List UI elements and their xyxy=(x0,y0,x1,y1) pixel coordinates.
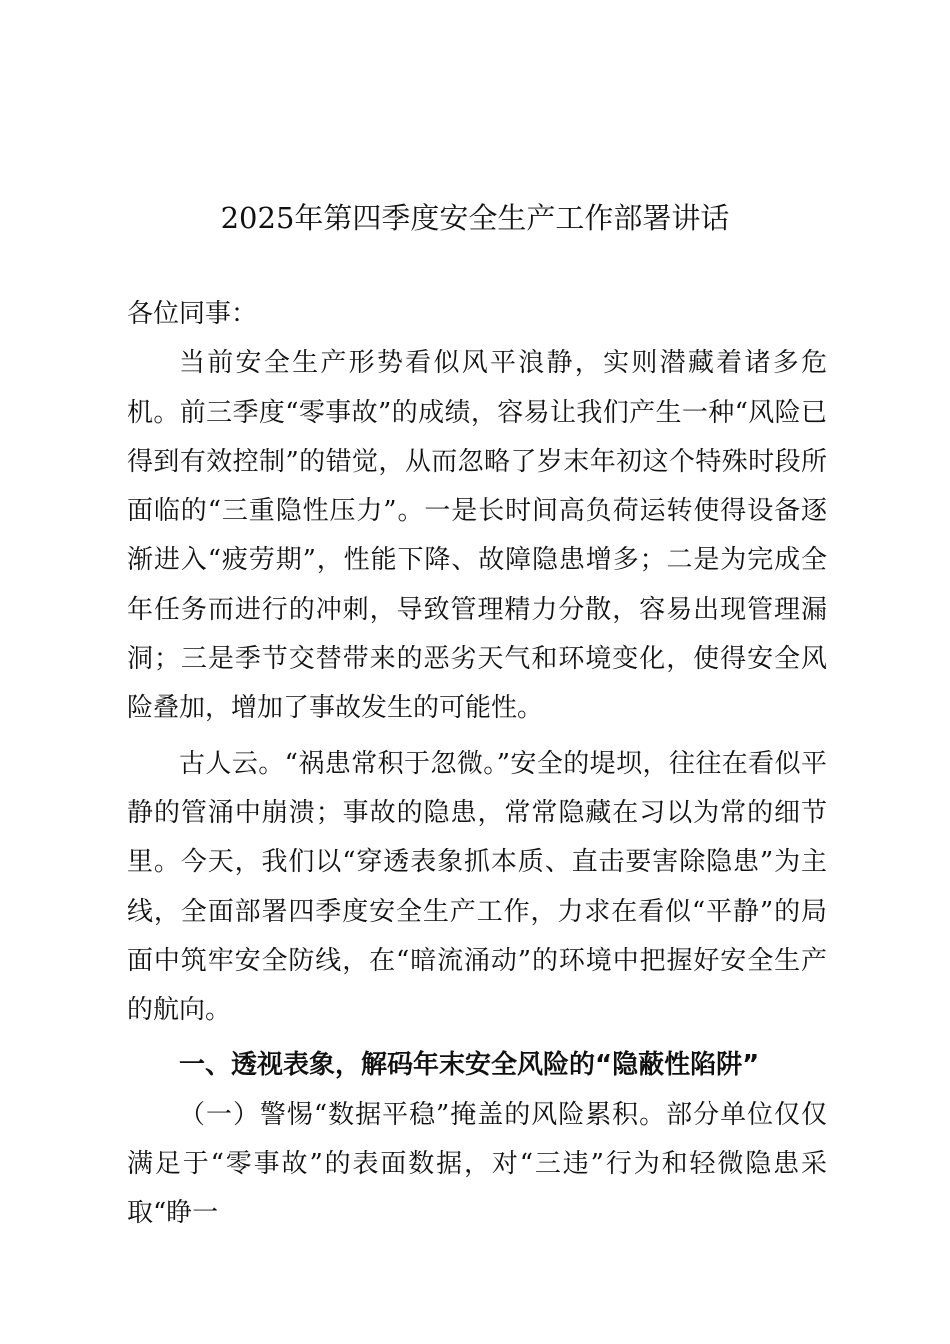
document-body xyxy=(127,290,827,1239)
document-title: 2025年第四季度安全生产工作部署讲话 xyxy=(220,201,730,235)
paragraph-quote: 古人云。“祸患常积于忽微。”安全的堤坝，往往在看似平静的管涌中崩溃；事故的隐患，常常隐藏在习以为常的细节里。今天，我们以“穿透表象抓本质、直击要害除隐患”为主线，全面部署四季度安全生产工作，力求在看似“平静”的局面中筑牢安全防线，在“暗流涌动”的环境中把握好安全生产的航向。 xyxy=(127,748,827,1026)
section-heading: 一、透视表象，解码年末安全风险的“隐蔽性陷阱” xyxy=(179,1050,760,1081)
salutation: 各位同事： xyxy=(127,299,258,329)
paragraph-intro: 当前安全生产形势看似风平浪静，实则潜藏着诸多危机。前三季度“零事故”的成绩，容易让我们产生一种“风险已得到有效控制”的错觉，从而忽略了岁末年初这个特殊时段所面临的“三重隐性压力”。一是长时间高负荷运转使得设备逐渐进入“疲劳期”，性能下降、故障隐患增多；二是为完成全年任务而进行的冲刺，导致管理精力分散，容易出现管理漏洞；三是季节交替带来的恶劣天气和环境变化，使得安全风险叠加，增加了事故发生的可能性。 xyxy=(127,348,827,724)
section-paragraph: （一）警惕“数据平稳”掩盖的风险累积。部分单位仅仅满足于“零事故”的表面数据，对“三违”行为和轻微隐患采取“睁一 xyxy=(127,1099,827,1229)
